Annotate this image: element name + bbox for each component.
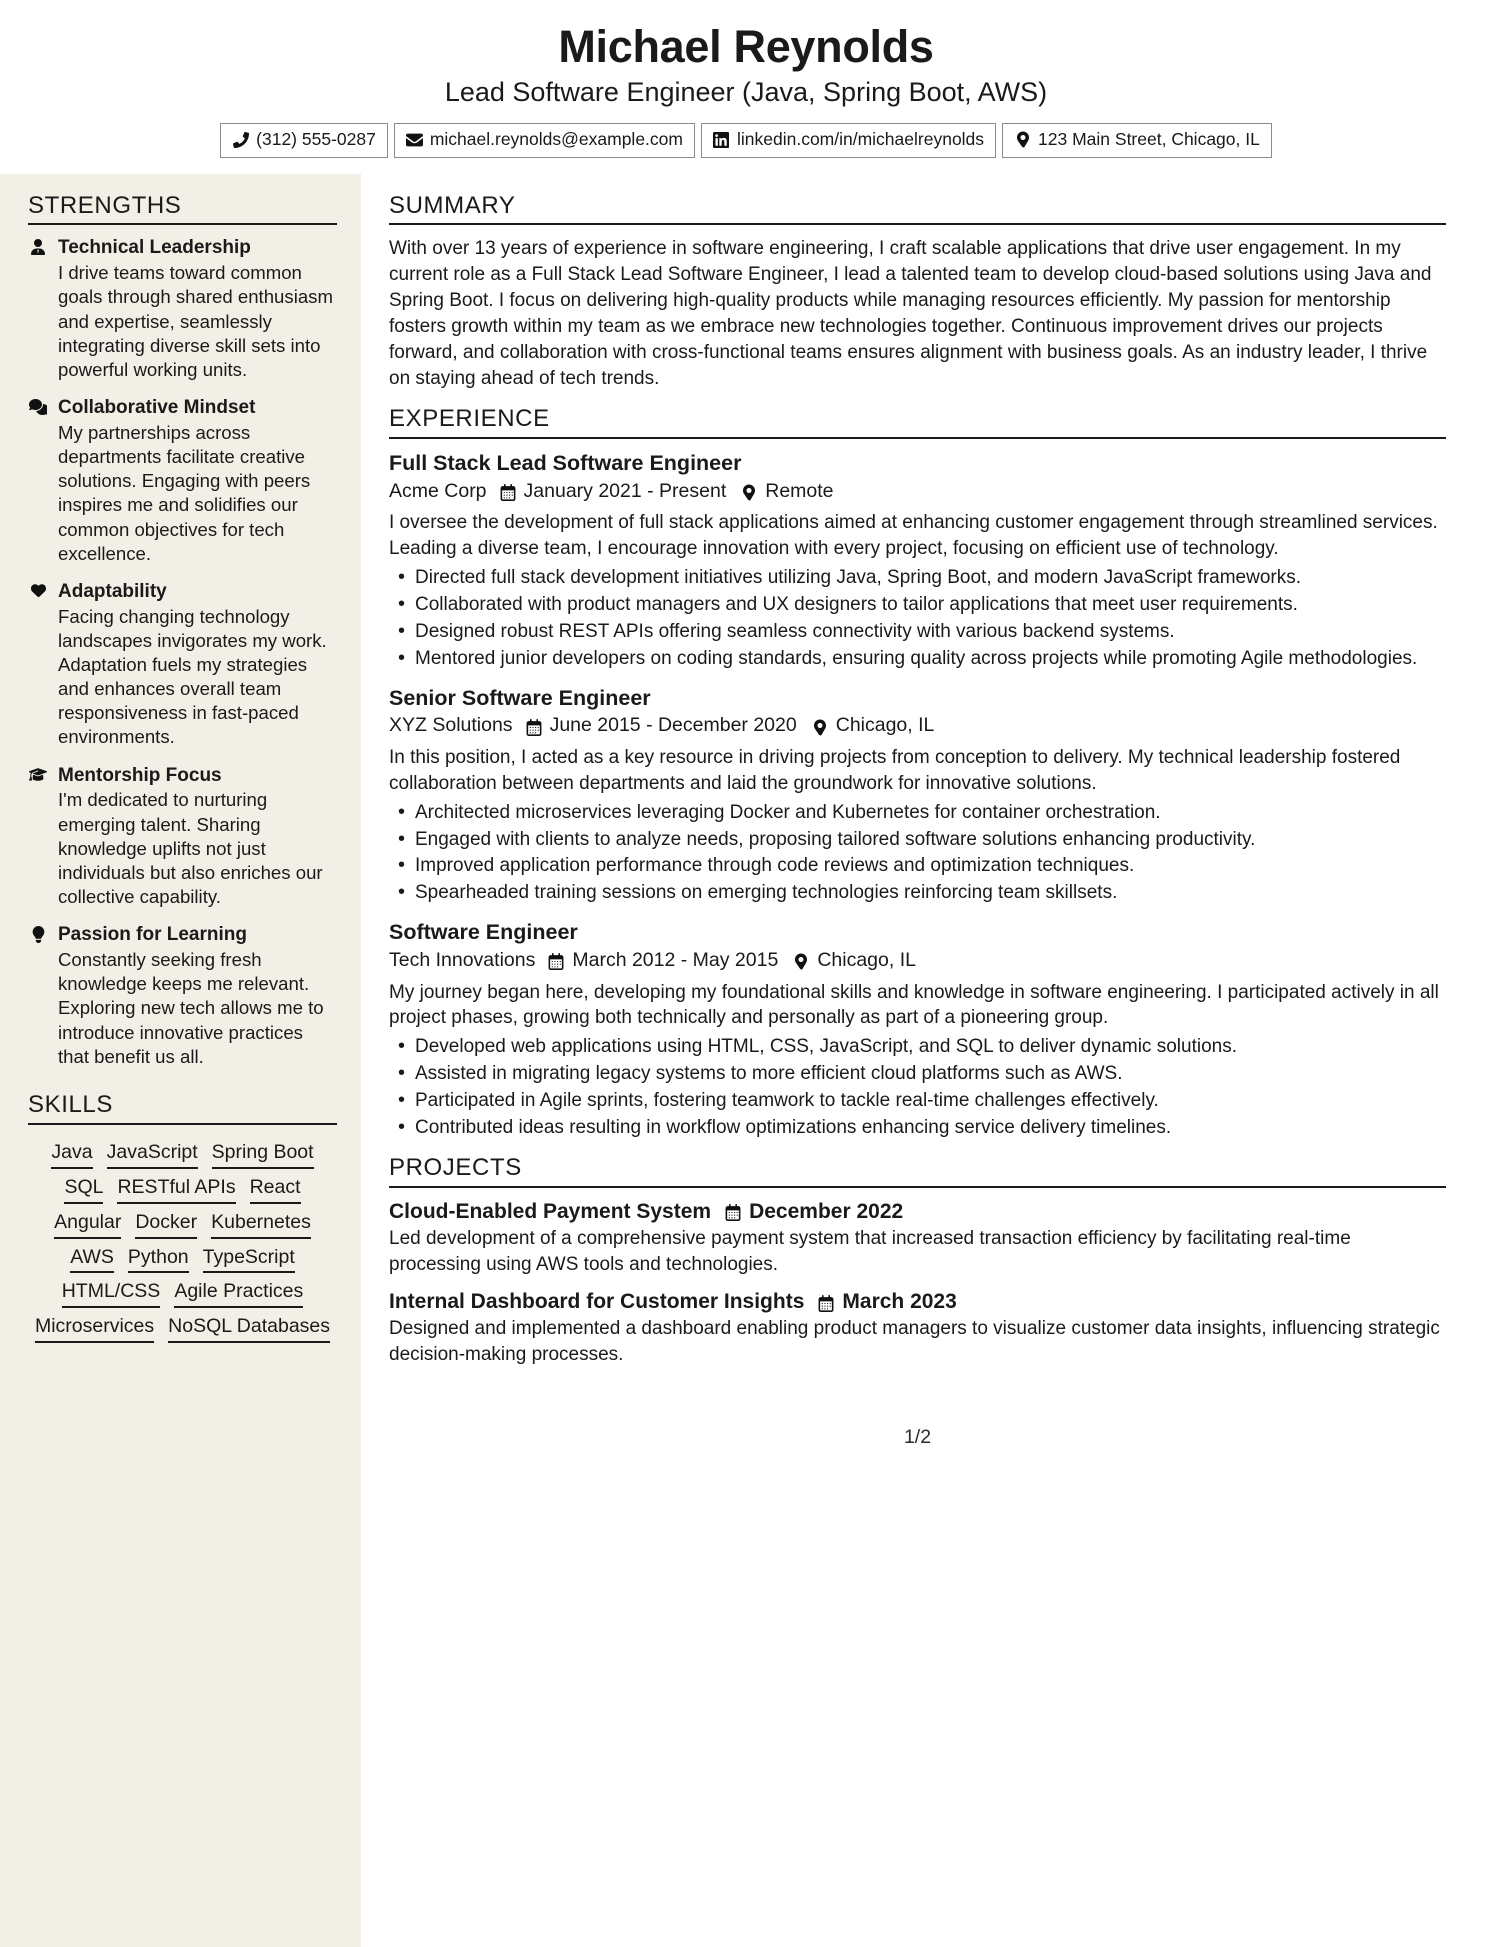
job-dates: June 2015 - December 2020 xyxy=(549,714,797,737)
experience-entry xyxy=(389,919,1446,1141)
skill-tag: Spring Boot xyxy=(212,1140,314,1169)
summary-section xyxy=(389,192,1446,392)
project-name: Internal Dashboard for Customer Insights xyxy=(389,1289,805,1313)
heart-icon xyxy=(28,580,48,750)
skill-tag: HTML/CSS xyxy=(62,1279,161,1308)
job-location: Remote xyxy=(765,479,834,502)
job-bullets xyxy=(389,800,1446,907)
experience-divider xyxy=(389,437,1446,439)
company-name: XYZ Solutions xyxy=(389,714,513,737)
strength-title: Adaptability xyxy=(58,580,167,602)
job-bullet: • Contributed ideas resulting in workflow optimizations enhancing service delivery timelines. xyxy=(415,1115,1446,1141)
experience-section xyxy=(389,405,1446,1141)
contact-email-text: michael.reynolds@example.com xyxy=(429,128,683,149)
contact-linkedin-text: linkedin.com/in/michaelreynolds xyxy=(736,128,985,149)
job-bullet: • Developed web applications using HTML, CSS, JavaScript, and SQL to deliver dynamic solutions. xyxy=(415,1034,1446,1060)
strength-title: Passion for Learning xyxy=(58,924,247,946)
resume-header xyxy=(0,0,1492,158)
envelope-icon xyxy=(406,131,423,148)
lightbulb-icon xyxy=(28,923,48,1069)
job-bullet: • Directed full stack development initiatives utilizing Java, Spring Boot, and modern JavaScript frameworks. xyxy=(415,565,1446,591)
job-location: Chicago, IL xyxy=(817,949,916,972)
job-title: Software Engineer xyxy=(389,920,578,945)
project-entry xyxy=(389,1199,1446,1278)
project-description: Designed and implemented a dashboard enabling product managers to visualize customer data insights, influencing strategic decision-making processes. xyxy=(389,1318,1440,1366)
skill-tag: Angular xyxy=(54,1210,121,1239)
page-number: 1/2 xyxy=(903,1426,932,1449)
strength-title: Mentorship Focus xyxy=(58,764,222,786)
contact-phone[interactable] xyxy=(220,123,388,158)
job-title: Senior Software Engineer xyxy=(389,685,651,710)
project-header xyxy=(389,1289,1446,1315)
summary-heading: SUMMARY xyxy=(389,191,516,219)
experience-entry xyxy=(389,685,1446,907)
contact-phone-text: (312) 555-0287 xyxy=(256,128,376,149)
job-dates: March 2012 - May 2015 xyxy=(572,949,779,972)
skill-tag: Java xyxy=(51,1140,92,1169)
graduation-cap-icon xyxy=(28,764,48,910)
job-description: I oversee the development of full stack applications aimed at enhancing customer engagement through streamlined services. Leading a diverse team, I encourage innovation with every project, focusing on efficient use of technology. xyxy=(389,512,1438,559)
skill-tag: RESTful APIs xyxy=(117,1175,235,1204)
job-bullet: • Spearheaded training sessions on emerging technologies reinforcing team skillsets. xyxy=(415,880,1446,906)
strength-description: Constantly seeking fresh knowledge keeps me relevant. Exploring new tech allows me to introduce innovative practices that benefit us all. xyxy=(58,948,324,1067)
linkedin-icon xyxy=(713,131,730,148)
contact-address-text: 123 Main Street, Chicago, IL xyxy=(1038,128,1260,149)
skill-tag: TypeScript xyxy=(203,1245,295,1274)
strength-item xyxy=(28,764,337,910)
skills-section xyxy=(28,1091,337,1344)
job-bullet: • Participated in Agile sprints, fostering teamwork to tackle real-time challenges effectively. xyxy=(415,1088,1446,1114)
job-title: Full Stack Lead Software Engineer xyxy=(389,450,742,475)
job-bullets xyxy=(389,565,1446,672)
strength-title: Collaborative Mindset xyxy=(58,397,256,419)
experience-heading: EXPERIENCE xyxy=(389,404,550,432)
skill-tag: Docker xyxy=(135,1210,197,1239)
strength-description: I drive teams toward common goals through shared enthusiasm and expertise, seamlessly integrating diverse skill sets into powerful working units. xyxy=(58,262,333,380)
job-bullet: • Assisted in migrating legacy systems to more efficient cloud platforms such as AWS. xyxy=(415,1061,1446,1087)
projects-divider xyxy=(389,1186,1446,1188)
calendar-icon xyxy=(525,718,543,736)
skill-tag: Microservices xyxy=(35,1314,154,1343)
projects-heading: PROJECTS xyxy=(389,1154,522,1182)
strengths-section xyxy=(28,192,337,1069)
skills-list xyxy=(28,1136,337,1344)
job-bullet: • Collaborated with product managers and UX designers to tailor applications that meet user requirements. xyxy=(415,592,1446,618)
project-header xyxy=(389,1199,1446,1225)
job-location: Chicago, IL xyxy=(835,714,935,737)
skill-tag: Python xyxy=(128,1245,189,1274)
project-date: December 2022 xyxy=(749,1199,904,1223)
strength-item xyxy=(28,580,337,750)
user-tie-icon xyxy=(28,236,48,382)
strength-title: Technical Leadership xyxy=(58,237,251,259)
job-description: In this position, I acted as a key resource in driving projects from conception to delivery. My technical leadership fostered collaboration between departments and laid the groundwork for innovative solutions. xyxy=(389,746,1401,794)
project-name: Cloud-Enabled Payment System xyxy=(389,1199,712,1223)
job-meta xyxy=(389,948,1446,973)
location-pin-icon xyxy=(811,718,829,736)
location-pin-icon xyxy=(792,953,810,971)
projects-section xyxy=(389,1154,1446,1368)
skill-tag: Kubernetes xyxy=(211,1210,311,1239)
job-bullet: • Architected microservices leveraging Docker and Kubernetes for container orchestration. xyxy=(415,800,1446,826)
job-bullet: • Improved application performance through code reviews and optimization techniques. xyxy=(415,853,1446,879)
skill-tag: SQL xyxy=(64,1175,103,1204)
contact-linkedin[interactable] xyxy=(701,123,996,158)
phone-icon xyxy=(232,131,249,148)
job-dates: January 2021 - Present xyxy=(523,479,727,502)
strength-item xyxy=(28,923,337,1069)
calendar-icon xyxy=(817,1294,835,1312)
job-bullet: • Designed robust REST APIs offering seamless connectivity with various backend systems. xyxy=(415,619,1446,645)
summary-text: With over 13 years of experience in software engineering, I craft scalable applications that drive user engagement. In my current role as a Full Stack Lead Software Engineer, I lead a talented team to develop cloud-based solutions using Java and Spring Boot. I focus on delivering high-quality products while managing resources efficiently. My passion for mentorship fosters growth within my team as we embrace new technologies together. Continuous improvement drives our projects forward, and collaboration with cross-functional teams ensures alignment with business goals. As an industry leader, I thrive on staying ahead of tech trends. xyxy=(389,238,1432,390)
location-pin-icon xyxy=(740,483,758,501)
skill-tag: Agile Practices xyxy=(174,1279,303,1308)
experience-entry xyxy=(389,450,1446,672)
location-pin-icon xyxy=(1014,131,1031,148)
job-bullet: • Mentored junior developers on coding standards, ensuring quality across projects while promoting Agile methodologies. xyxy=(415,646,1446,672)
job-description: My journey began here, developing my foundational skills and knowledge in software engineering. I participated actively in all project phases, growing both technically and personally as part of a pioneering group. xyxy=(389,981,1439,1029)
job-bullet: • Engaged with clients to analyze needs, proposing tailored software solutions enhancing productivity. xyxy=(415,827,1446,853)
contact-email[interactable] xyxy=(394,123,695,158)
comments-icon xyxy=(28,396,48,566)
strength-description: My partnerships across departments facilitate creative solutions. Engaging with peers inspires me and solidifies our common objectives for tech excellence. xyxy=(58,421,311,564)
strength-description: Facing changing technology landscapes invigorates my work. Adaptation fuels my strategies and enhances overall team responsiveness in fast-paced environments. xyxy=(58,605,327,748)
strengths-divider xyxy=(28,223,337,225)
main-content xyxy=(361,174,1492,1947)
contact-bar xyxy=(40,123,1452,158)
project-entry xyxy=(389,1289,1446,1368)
skill-tag: JavaScript xyxy=(107,1140,198,1169)
skill-tag: NoSQL Databases xyxy=(168,1314,330,1343)
page-title: Michael Reynolds xyxy=(558,21,934,72)
calendar-icon xyxy=(499,483,517,501)
professional-headline: Lead Software Engineer (Java, Spring Boot, AWS) xyxy=(444,77,1048,108)
job-meta xyxy=(389,479,1446,504)
calendar-icon xyxy=(547,953,565,971)
strengths-heading: STRENGTHS xyxy=(28,191,182,219)
project-description: Led development of a comprehensive payment system that increased transaction efficiency by facilitating real-time processing using AWS tools and technologies. xyxy=(389,1228,1351,1275)
calendar-icon xyxy=(724,1204,742,1222)
company-name: Acme Corp xyxy=(389,479,487,502)
skill-tag: AWS xyxy=(70,1245,114,1274)
sidebar xyxy=(0,174,361,1947)
strength-item xyxy=(28,236,337,382)
company-name: Tech Innovations xyxy=(389,949,536,972)
strength-item xyxy=(28,396,337,566)
skill-tag: React xyxy=(250,1175,301,1204)
job-meta xyxy=(389,713,1446,738)
contact-address[interactable] xyxy=(1002,123,1272,158)
job-bullets xyxy=(389,1034,1446,1141)
summary-divider xyxy=(389,223,1446,225)
skills-divider xyxy=(28,1123,337,1125)
resume-body xyxy=(0,174,1492,1947)
project-date: March 2023 xyxy=(842,1289,957,1313)
strength-description: I'm dedicated to nurturing emerging talent. Sharing knowledge uplifts not just individuals but also enriches our collective capability. xyxy=(58,789,323,908)
skills-heading: SKILLS xyxy=(28,1090,113,1118)
